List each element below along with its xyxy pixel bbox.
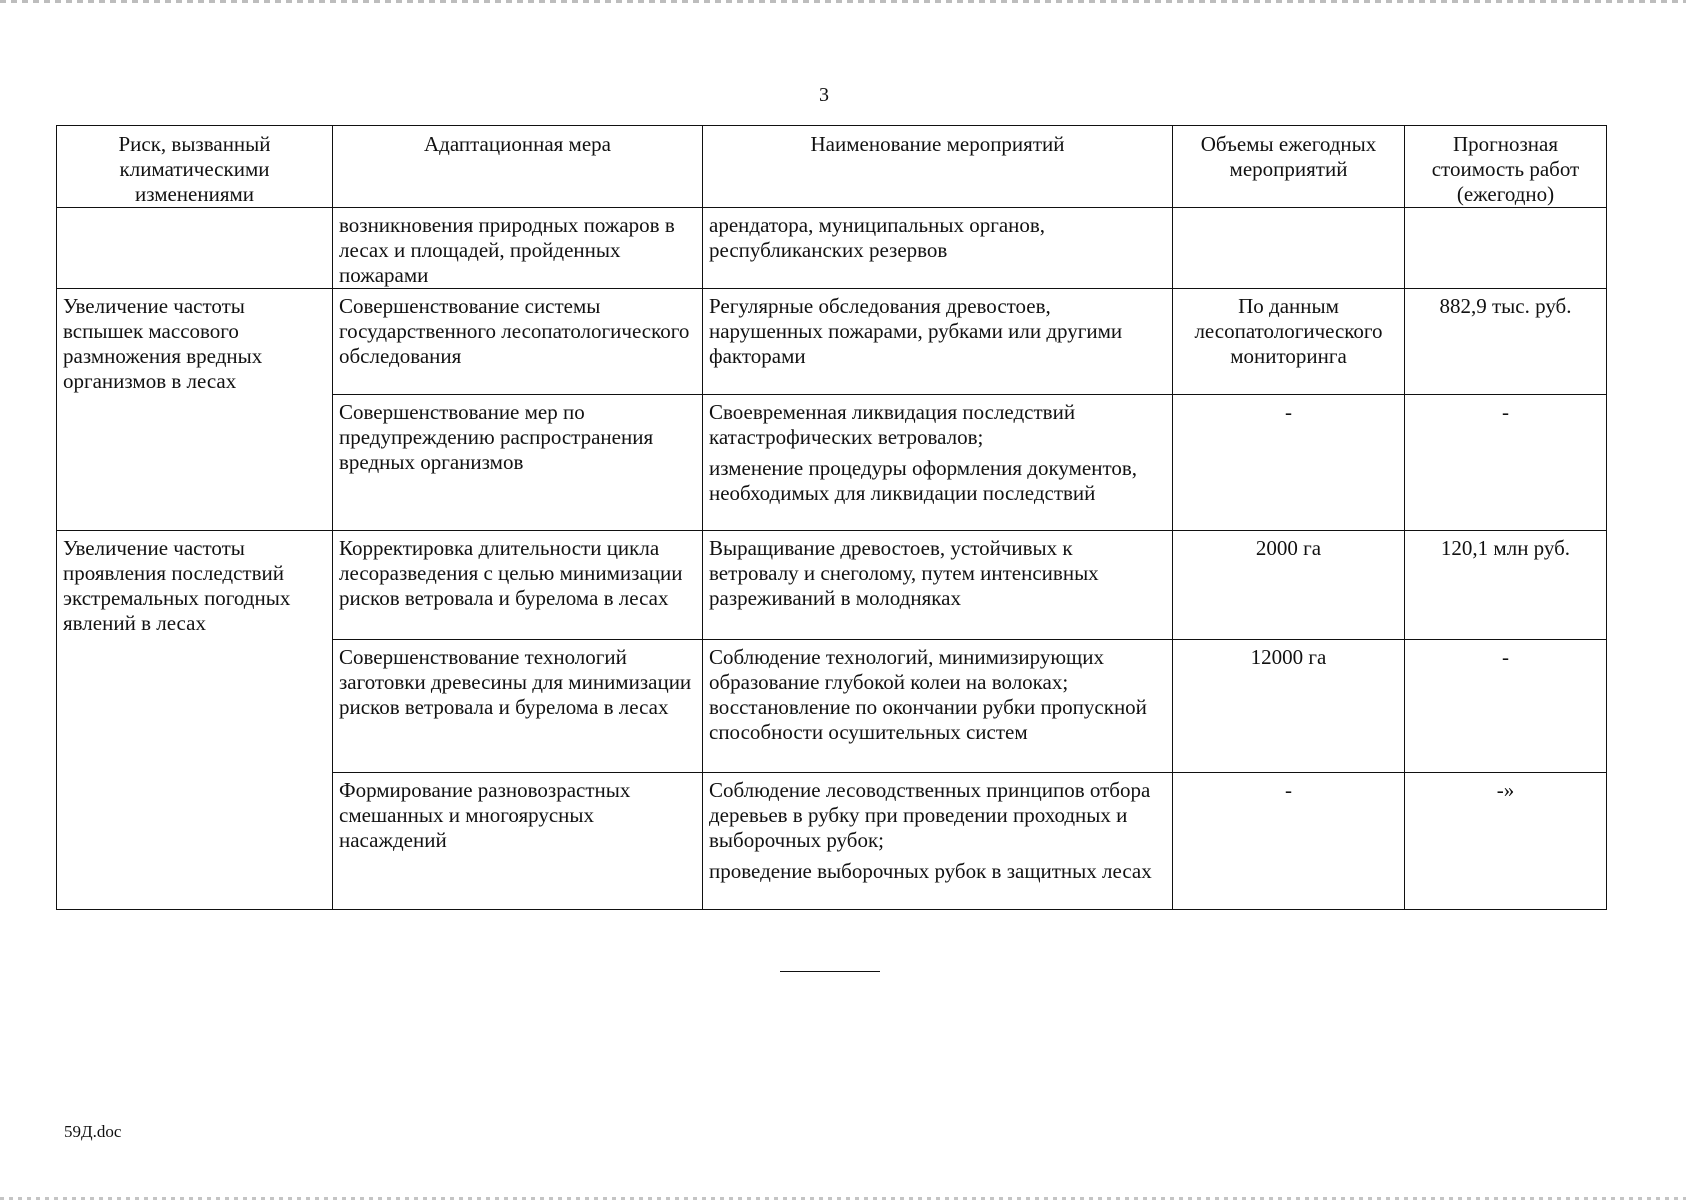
cost-cell: - [1405,395,1607,531]
scan-edge-top [0,0,1686,3]
cost-cell: 882,9 тыс. руб. [1405,289,1607,395]
activity-item: Выращивание древостоев, устойчивых к ветровалу и снеголому, путем интенсивных разреживаний в молодняках [709,536,1099,610]
activity-item: изменение процедуры оформления документов, необходимых для ликвидации последствий [709,456,1138,505]
activities-cell [703,640,1173,773]
table-header-row [57,126,1607,208]
activities-cell [703,773,1173,910]
activities-cell [703,289,1173,395]
column-header-risk: Риск, вызванный климатическими изменениями [57,126,333,208]
table-row [57,289,1607,395]
volume-cell: - [1173,395,1405,531]
table-row [57,208,1607,289]
cost-cell: -» [1405,773,1607,910]
measure-cell: возникновения природных пожаров в лесах и площадей, пройденных пожарами [333,208,703,289]
measure-cell: Совершенствование мер по предупреждению распространения вредных организмов [333,395,703,531]
volume-cell [1173,208,1405,289]
volume-cell: 2000 га [1173,531,1405,640]
volume-cell: 12000 га [1173,640,1405,773]
activities-cell [703,531,1173,640]
adaptation-measures-table [56,125,1607,910]
cost-cell: - [1405,640,1607,773]
activity-item: Своевременная ликвидация последствий катастрофических ветровалов; [709,400,1076,449]
table-row [57,531,1607,640]
measure-cell: Совершенствование системы государственного лесопатологического обследования [333,289,703,395]
cost-cell: 120,1 млн руб. [1405,531,1607,640]
end-separator-line [780,971,880,972]
activity-item: Регулярные обследования древостоев, нарушенных пожарами, рубками или другими факторами [709,294,1123,368]
risk-cell: Увеличение частоты вспышек массового размножения вредных организмов в лесах [57,289,333,531]
activity-item: Соблюдение технологий, минимизирующих образование глубокой колеи на волоках; восстановление по окончании рубки пропускной способности осушительных систем [709,645,1147,744]
risk-cell [57,208,333,289]
column-header-cost: Прогнозная стоимость работ (ежегодно) [1405,126,1607,208]
measure-cell: Формирование разновозрастных смешанных и многоярусных насаждений [333,773,703,910]
column-header-activities: Наименование мероприятий [703,126,1173,208]
activity-item: проведение выборочных рубок в защитных лесах [709,859,1152,883]
activities-cell [703,208,1173,289]
volume-cell: - [1173,773,1405,910]
activity-item: арендатора, муниципальных органов, республиканских резервов [709,213,1046,262]
activities-cell [703,395,1173,531]
cost-cell [1405,208,1607,289]
page-number: 3 [819,84,829,106]
measure-cell: Корректировка длительности цикла лесоразведения с целью минимизации рисков ветровала и бурелома в лесах [333,531,703,640]
risk-cell: Увеличение частоты проявления последствий экстремальных погодных явлений в лесах [57,531,333,910]
measure-cell: Совершенствование технологий заготовки древесины для минимизации рисков ветровала и бурелома в лесах [333,640,703,773]
column-header-volume: Объемы ежегодных мероприятий [1173,126,1405,208]
column-header-measure: Адаптационная мера [333,126,703,208]
volume-cell: По данным лесопатологического мониторинга [1173,289,1405,395]
footer-filename: 59Д.doc [64,1122,122,1141]
activity-item: Соблюдение лесоводственных принципов отбора деревьев в рубку при проведении проходных и выборочных рубок; [709,778,1151,852]
